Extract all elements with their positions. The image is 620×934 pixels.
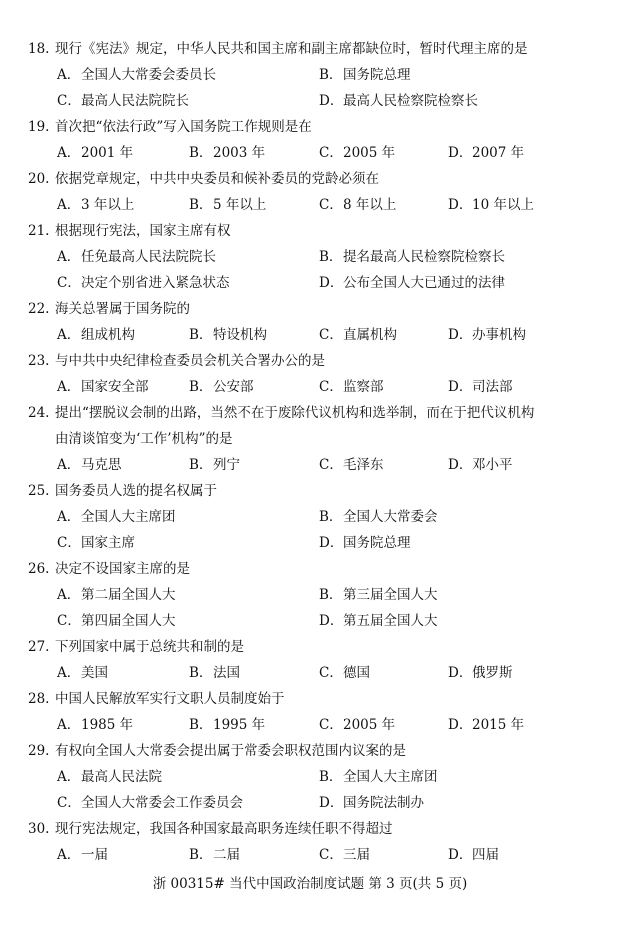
option-letter: A．: [57, 197, 81, 213]
option-letter: B．: [189, 197, 213, 213]
option-letter: A．: [57, 457, 81, 473]
question-stem: [0, 114, 620, 140]
option-text: 全国人大常委会委员长: [81, 67, 216, 83]
option: [57, 374, 149, 400]
option-text: 法国: [213, 665, 240, 681]
question-stem: [0, 634, 620, 660]
options-row: [0, 764, 620, 790]
question: [0, 686, 620, 738]
option: [319, 842, 370, 868]
option-letter: D．: [448, 379, 473, 395]
option: [57, 270, 230, 296]
option: [319, 452, 384, 478]
options-row: [0, 244, 620, 270]
question-stem: [0, 738, 620, 764]
option-letter: A．: [57, 769, 81, 785]
options-row: [0, 322, 620, 348]
option-letter: B．: [319, 769, 343, 785]
option-letter: D．: [448, 717, 473, 733]
option-text: 国务院法制办: [343, 795, 424, 811]
option: [319, 582, 438, 608]
option-letter: A．: [57, 145, 81, 161]
question-number: 19.: [28, 119, 50, 135]
question-number: 22.: [28, 301, 50, 317]
option: [448, 322, 526, 348]
option-text: 列宁: [213, 457, 240, 473]
question-stem: [0, 348, 620, 374]
option-text: 监察部: [343, 379, 384, 395]
option: [57, 322, 135, 348]
option: [57, 764, 162, 790]
option: [57, 712, 133, 738]
option-text: 2007 年: [472, 145, 525, 161]
option-text: 10 年以上: [472, 197, 534, 213]
option-letter: D．: [448, 457, 473, 473]
option-text: 特设机构: [213, 327, 267, 343]
question-text: 中国人民解放军实行文职人员制度始于: [55, 691, 285, 707]
option-letter: C．: [57, 535, 81, 551]
option: [319, 62, 411, 88]
option: [448, 452, 513, 478]
option-text: 最高人民检察院检察长: [343, 93, 478, 109]
option-letter: B．: [319, 67, 343, 83]
option-text: 全国人大常委会工作委员会: [81, 795, 243, 811]
option-letter: B．: [319, 509, 343, 525]
option: [57, 608, 176, 634]
option: [319, 374, 384, 400]
question-stem: [0, 816, 620, 842]
option-letter: B．: [189, 145, 213, 161]
option: [189, 374, 254, 400]
option-letter: C．: [57, 93, 81, 109]
question: [0, 296, 620, 348]
option-letter: B．: [189, 457, 213, 473]
option-text: 5 年以上: [213, 197, 267, 213]
options-row: [0, 88, 620, 114]
option: [57, 842, 108, 868]
question-text: 根据现行宪法，国家主席有权: [55, 223, 231, 239]
question-text: 首次把“依法行政”写入国务院工作规则是在: [55, 119, 312, 135]
option-text: 马克思: [81, 457, 122, 473]
option-letter: A．: [57, 587, 81, 603]
option-text: 8 年以上: [343, 197, 397, 213]
option: [319, 608, 438, 634]
option: [189, 322, 267, 348]
question-text: 由清谈馆变为‘工作’机构”的是: [55, 431, 233, 447]
option-text: 邓小平: [472, 457, 513, 473]
option-text: 3 年以上: [81, 197, 135, 213]
option: [319, 140, 395, 166]
option: [57, 530, 135, 556]
question-text: 海关总署属于国务院的: [55, 301, 190, 317]
options-row: [0, 530, 620, 556]
option-letter: D．: [319, 535, 344, 551]
option: [189, 712, 265, 738]
option: [57, 192, 134, 218]
option-text: 四届: [472, 847, 499, 863]
option: [319, 530, 411, 556]
option: [448, 192, 534, 218]
option-text: 俄罗斯: [472, 665, 513, 681]
question-number: 27.: [28, 639, 50, 655]
question-text: 与中共中央纪律检查委员会机关合署办公的是: [55, 353, 325, 369]
option-text: 全国人大常委会: [343, 509, 438, 525]
question: [0, 556, 620, 634]
option: [448, 712, 524, 738]
option-letter: B．: [319, 587, 343, 603]
option-text: 公布全国人大已通过的法律: [343, 275, 505, 291]
option-text: 直属机构: [343, 327, 397, 343]
option-letter: A．: [57, 665, 81, 681]
question-text: 现行《宪法》规定，中华人民共和国主席和副主席都缺位时，暂时代理主席的是: [55, 41, 528, 57]
question: [0, 478, 620, 556]
options-row: [0, 62, 620, 88]
question-text: 依据党章规定，中共中央委员和候补委员的党龄必须在: [55, 171, 379, 187]
option: [189, 192, 266, 218]
options-row: [0, 660, 620, 686]
options-row: [0, 140, 620, 166]
option: [448, 842, 499, 868]
option-text: 国家安全部: [81, 379, 149, 395]
options-row: [0, 374, 620, 400]
option-text: 组成机构: [81, 327, 135, 343]
question: [0, 400, 620, 478]
option: [57, 582, 176, 608]
question-number: 24.: [28, 405, 50, 421]
option: [448, 140, 524, 166]
option-letter: A．: [57, 509, 81, 525]
option: [319, 790, 424, 816]
option-letter: D．: [319, 93, 344, 109]
option: [57, 504, 176, 530]
option: [189, 842, 240, 868]
question-text: 提出“摆脱议会制的出路，当然不在于废除代议机构和选举制，而在于把代议机构: [55, 405, 535, 421]
option: [57, 62, 216, 88]
option-letter: C．: [57, 275, 81, 291]
option-text: 任免最高人民法院院长: [81, 249, 216, 265]
question-number: 30.: [28, 821, 50, 837]
option-text: 国务院总理: [343, 67, 411, 83]
option-letter: B．: [319, 249, 343, 265]
option-text: 2001 年: [81, 145, 134, 161]
option-text: 办事机构: [472, 327, 526, 343]
option-text: 最高人民法院院长: [81, 93, 189, 109]
option-text: 最高人民法院: [81, 769, 162, 785]
option-letter: C．: [319, 379, 343, 395]
option: [448, 374, 513, 400]
options-row: [0, 582, 620, 608]
question-stem: [0, 400, 620, 426]
options-row: [0, 270, 620, 296]
option-letter: D．: [448, 197, 473, 213]
option: [57, 660, 108, 686]
option-text: 第五届全国人大: [343, 613, 438, 629]
option: [319, 764, 438, 790]
option-letter: D．: [448, 327, 473, 343]
question-stem: [0, 218, 620, 244]
option: [189, 660, 240, 686]
options-row: [0, 608, 620, 634]
option-letter: A．: [57, 717, 81, 733]
option-letter: C．: [57, 613, 81, 629]
option-letter: C．: [319, 145, 343, 161]
question-text: 决定不设国家主席的是: [55, 561, 190, 577]
option-text: 司法部: [472, 379, 513, 395]
question-number: 20.: [28, 171, 50, 187]
option-letter: B．: [189, 717, 213, 733]
option-letter: A．: [57, 847, 81, 863]
question-number: 29.: [28, 743, 50, 759]
question-list: [0, 36, 620, 868]
option-letter: A．: [57, 327, 81, 343]
option-text: 第四届全国人大: [81, 613, 176, 629]
option-letter: D．: [319, 613, 344, 629]
question-number: 21.: [28, 223, 50, 239]
option: [319, 88, 478, 114]
question: [0, 738, 620, 816]
option: [319, 504, 438, 530]
option-letter: C．: [319, 665, 343, 681]
question: [0, 114, 620, 166]
option-letter: D．: [448, 847, 473, 863]
option: [189, 140, 265, 166]
question: [0, 218, 620, 296]
option-letter: C．: [319, 457, 343, 473]
option-text: 国务院总理: [343, 535, 411, 551]
option-text: 2003 年: [213, 145, 266, 161]
option-text: 2005 年: [343, 717, 396, 733]
option-text: 一届: [81, 847, 108, 863]
option: [448, 660, 513, 686]
option-text: 全国人大主席团: [81, 509, 176, 525]
question-stem: [0, 686, 620, 712]
option-text: 提名最高人民检察院检察长: [343, 249, 505, 265]
option-letter: C．: [319, 847, 343, 863]
option-letter: D．: [448, 665, 473, 681]
options-row: [0, 790, 620, 816]
question-stem: [0, 166, 620, 192]
option: [57, 452, 122, 478]
option-text: 毛泽东: [343, 457, 384, 473]
option-letter: B．: [189, 327, 213, 343]
option: [319, 712, 395, 738]
option: [319, 244, 505, 270]
question-number: 23.: [28, 353, 50, 369]
option-letter: D．: [319, 795, 344, 811]
question-number: 25.: [28, 483, 50, 499]
option-text: 决定个别省进入紧急状态: [81, 275, 230, 291]
question: [0, 36, 620, 114]
option: [319, 270, 505, 296]
option-letter: B．: [189, 847, 213, 863]
option: [319, 660, 370, 686]
option: [57, 244, 216, 270]
options-row: [0, 712, 620, 738]
option-text: 全国人大主席团: [343, 769, 438, 785]
option: [319, 192, 396, 218]
option-text: 2005 年: [343, 145, 396, 161]
option-text: 三届: [343, 847, 370, 863]
question: [0, 348, 620, 400]
question-stem: [0, 36, 620, 62]
question-text: 国务委员人选的提名权属于: [55, 483, 217, 499]
option-letter: C．: [57, 795, 81, 811]
option-letter: B．: [189, 379, 213, 395]
option-letter: C．: [319, 197, 343, 213]
option-text: 国家主席: [81, 535, 135, 551]
option-text: 美国: [81, 665, 108, 681]
option: [57, 140, 133, 166]
question-number: 18.: [28, 41, 50, 57]
options-row: [0, 192, 620, 218]
question-number: 28.: [28, 691, 50, 707]
option-letter: B．: [189, 665, 213, 681]
question-stem: [0, 478, 620, 504]
option-text: 德国: [343, 665, 370, 681]
option-letter: A．: [57, 67, 81, 83]
page-footer: 浙 00315# 当代中国政治制度试题 第 3 页(共 5 页): [152, 876, 468, 892]
option: [319, 322, 397, 348]
option-letter: A．: [57, 379, 81, 395]
options-row: [0, 504, 620, 530]
option-letter: C．: [319, 327, 343, 343]
question-stem-continued: [0, 426, 620, 452]
option: [57, 790, 243, 816]
option: [189, 452, 240, 478]
question-stem: [0, 556, 620, 582]
option-text: 第三届全国人大: [343, 587, 438, 603]
question: [0, 634, 620, 686]
option-text: 1995 年: [213, 717, 266, 733]
question-number: 26.: [28, 561, 50, 577]
options-row: [0, 842, 620, 868]
option-letter: D．: [319, 275, 344, 291]
question-text: 下列国家中属于总统共和制的是: [55, 639, 244, 655]
option-text: 二届: [213, 847, 240, 863]
options-row: [0, 452, 620, 478]
option-text: 第二届全国人大: [81, 587, 176, 603]
option-letter: A．: [57, 249, 81, 265]
option-text: 公安部: [213, 379, 254, 395]
option-text: 1985 年: [81, 717, 134, 733]
question: [0, 816, 620, 868]
question: [0, 166, 620, 218]
option-text: 2015 年: [472, 717, 525, 733]
option-letter: C．: [319, 717, 343, 733]
question-text: 有权向全国人大常委会提出属于常委会职权范围内议案的是: [55, 743, 406, 759]
option: [57, 88, 189, 114]
option-letter: D．: [448, 145, 473, 161]
question-stem: [0, 296, 620, 322]
question-text: 现行宪法规定，我国各种国家最高职务连续任职不得超过: [55, 821, 393, 837]
